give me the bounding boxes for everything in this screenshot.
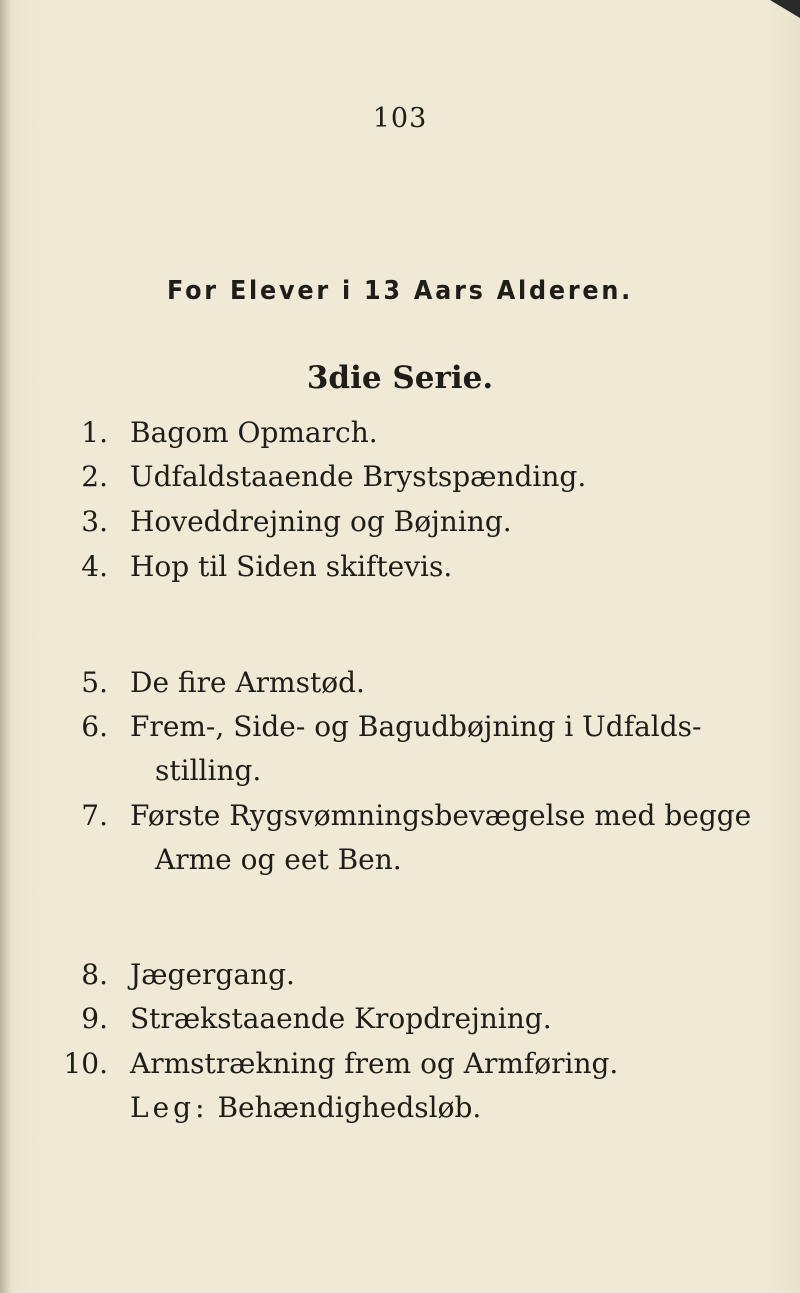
leg-text: Behændighedsløb. [217, 1091, 482, 1124]
item-text: Strækstaaende Kropdrejning. [130, 1002, 552, 1035]
leg-label: Leg: [130, 1091, 209, 1124]
item-text: De fire Armstød. [130, 666, 365, 699]
item-text-continuation: stilling. [155, 754, 262, 787]
page-corner [770, 0, 800, 18]
item-number: 7. [81, 799, 108, 832]
page-number: 103 [372, 103, 428, 134]
item-text: Frem-, Side- og Bagudbøjning i Udfalds- [130, 710, 702, 743]
item-number: 4. [81, 550, 108, 583]
item-text: Hop til Siden skiftevis. [130, 550, 453, 583]
item-number: 9. [81, 1002, 108, 1035]
item-number: 3. [81, 505, 108, 538]
item-number: 2. [81, 460, 108, 493]
item-text: Hoveddrejning og Bøjning. [130, 505, 512, 538]
page-edge [0, 0, 10, 1293]
item-number: 6. [81, 710, 108, 743]
item-number: 1. [81, 416, 108, 449]
item-number: 10. [63, 1047, 108, 1080]
item-text: Jægergang. [130, 958, 295, 991]
item-number: 8. [81, 958, 108, 991]
leg-line-content [130, 1088, 481, 1128]
item-text: Armstrækning frem og Armføring. [130, 1047, 619, 1080]
item-text: Første Rygsvømningsbevægelse med begge [130, 799, 752, 832]
item-text: Bagom Opmarch. [130, 416, 378, 449]
section-heading: For Elever i 13 Aars Alderen. [166, 276, 634, 306]
item-number: 5. [81, 666, 108, 699]
series-title: 3die Serie. [306, 360, 494, 396]
item-text: Udfaldstaaende Brystspænding. [130, 460, 587, 493]
item-text-continuation: Arme og eet Ben. [155, 843, 402, 876]
